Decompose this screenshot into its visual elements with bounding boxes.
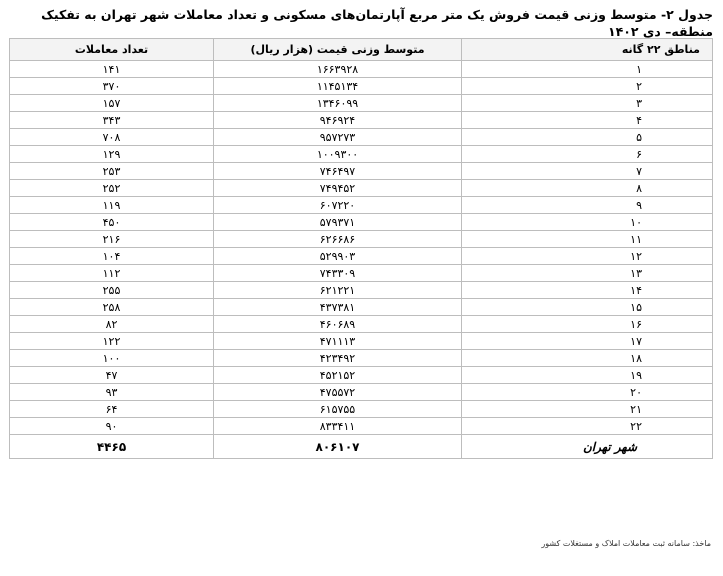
region-cell: ۱۳ <box>462 265 713 282</box>
price-cell: ۵۷۹۳۷۱ <box>214 214 462 231</box>
count-cell: ۱۲۹ <box>10 146 214 163</box>
header-region: مناطق ۲۲ گانه <box>462 39 713 61</box>
table-row <box>10 299 713 316</box>
region-cell: ۱۰ <box>462 214 713 231</box>
table-row <box>10 265 713 282</box>
region-cell: ۵ <box>462 129 713 146</box>
table-row <box>10 231 713 248</box>
region-cell: ۶ <box>462 146 713 163</box>
price-cell: ۴۳۷۳۸۱ <box>214 299 462 316</box>
table-row <box>10 333 713 350</box>
header-price: متوسط وزنی قیمت (هزار ریال) <box>214 39 462 61</box>
price-cell: ۴۲۳۴۹۲ <box>214 350 462 367</box>
region-cell: ۱۷ <box>462 333 713 350</box>
price-cell: ۹۴۶۹۲۴ <box>214 112 462 129</box>
total-count-cell: ۴۴۶۵ <box>10 435 214 459</box>
count-cell: ۱۵۷ <box>10 95 214 112</box>
region-cell: ۱۴ <box>462 282 713 299</box>
region-cell: ۹ <box>462 197 713 214</box>
table-row <box>10 384 713 401</box>
table-row <box>10 163 713 180</box>
table-row <box>10 180 713 197</box>
price-cell: ۵۲۹۹۰۳ <box>214 248 462 265</box>
header-count: تعداد معاملات <box>10 39 214 61</box>
region-cell: ۲۰ <box>462 384 713 401</box>
table-row <box>10 282 713 299</box>
price-cell: ۶۲۶۶۸۶ <box>214 231 462 248</box>
table-row <box>10 214 713 231</box>
count-cell: ۳۷۰ <box>10 78 214 95</box>
table-row <box>10 418 713 435</box>
region-cell: ۴ <box>462 112 713 129</box>
price-cell: ۱۶۶۳۹۲۸ <box>214 61 462 78</box>
price-cell: ۶۲۱۲۲۱ <box>214 282 462 299</box>
price-cell: ۴۶۰۶۸۹ <box>214 316 462 333</box>
table-row <box>10 61 713 78</box>
region-cell: ۲۲ <box>462 418 713 435</box>
price-cell: ۴۵۲۱۵۲ <box>214 367 462 384</box>
table-row <box>10 350 713 367</box>
region-cell: ۱۸ <box>462 350 713 367</box>
table-row <box>10 248 713 265</box>
price-cell: ۴۷۱۱۱۳ <box>214 333 462 350</box>
count-cell: ۸۲ <box>10 316 214 333</box>
price-cell: ۴۷۵۵۷۲ <box>214 384 462 401</box>
count-cell: ۱۰۰ <box>10 350 214 367</box>
table-row <box>10 95 713 112</box>
region-cell: ۸ <box>462 180 713 197</box>
price-cell: ۹۵۷۲۷۳ <box>214 129 462 146</box>
price-cell: ۱۰۰۹۳۰۰ <box>214 146 462 163</box>
table-row <box>10 129 713 146</box>
count-cell: ۲۵۸ <box>10 299 214 316</box>
table-row <box>10 146 713 163</box>
total-region-cell: شهر تهران <box>462 435 713 459</box>
count-cell: ۴۵۰ <box>10 214 214 231</box>
count-cell: ۴۷ <box>10 367 214 384</box>
region-cell: ۲۱ <box>462 401 713 418</box>
price-cell: ۱۳۴۶۰۹۹ <box>214 95 462 112</box>
count-cell: ۱۱۲ <box>10 265 214 282</box>
price-cell: ۸۳۳۴۱۱ <box>214 418 462 435</box>
count-cell: ۶۴ <box>10 401 214 418</box>
count-cell: ۱۴۱ <box>10 61 214 78</box>
table-row <box>10 112 713 129</box>
region-cell: ۲ <box>462 78 713 95</box>
count-cell: ۲۱۶ <box>10 231 214 248</box>
source-note: ماخذ: سامانه ثبت معاملات املاک و مستغلات کشور <box>541 539 711 548</box>
count-cell: ۲۵۳ <box>10 163 214 180</box>
table-title: جدول ۲- متوسط وزنی قیمت فروش یک متر مربع آپارتمان‌های مسکونی و تعداد معاملات شهر تهران به تفکیک منطقه– دی ۱۴۰۲ <box>41 7 713 39</box>
table-row <box>10 197 713 214</box>
price-cell: ۶۰۷۲۲۰ <box>214 197 462 214</box>
count-cell: ۱۰۴ <box>10 248 214 265</box>
count-cell: ۹۳ <box>10 384 214 401</box>
count-cell: ۷۰۸ <box>10 129 214 146</box>
count-cell: ۱۱۹ <box>10 197 214 214</box>
table-body <box>10 61 713 459</box>
price-cell: ۷۴۹۴۵۲ <box>214 180 462 197</box>
table-row <box>10 367 713 384</box>
table-row <box>10 78 713 95</box>
table-header-row <box>10 39 713 61</box>
price-cell: ۶۱۵۷۵۵ <box>214 401 462 418</box>
region-cell: ۱۶ <box>462 316 713 333</box>
count-cell: ۱۲۲ <box>10 333 214 350</box>
price-cell: ۷۴۳۳۰۹ <box>214 265 462 282</box>
region-cell: ۱۹ <box>462 367 713 384</box>
price-cell: ۷۴۶۴۹۷ <box>214 163 462 180</box>
price-table <box>9 38 713 459</box>
table-row <box>10 316 713 333</box>
count-cell: ۲۵۵ <box>10 282 214 299</box>
region-cell: ۱۵ <box>462 299 713 316</box>
count-cell: ۹۰ <box>10 418 214 435</box>
count-cell: ۲۵۲ <box>10 180 214 197</box>
region-cell: ۳ <box>462 95 713 112</box>
table-row <box>10 401 713 418</box>
count-cell: ۳۴۳ <box>10 112 214 129</box>
total-row <box>10 435 713 459</box>
region-cell: ۱ <box>462 61 713 78</box>
total-price-cell: ۸۰۶۱۰۷ <box>214 435 462 459</box>
region-cell: ۱۱ <box>462 231 713 248</box>
price-cell: ۱۱۴۵۱۳۴ <box>214 78 462 95</box>
region-cell: ۷ <box>462 163 713 180</box>
region-cell: ۱۲ <box>462 248 713 265</box>
